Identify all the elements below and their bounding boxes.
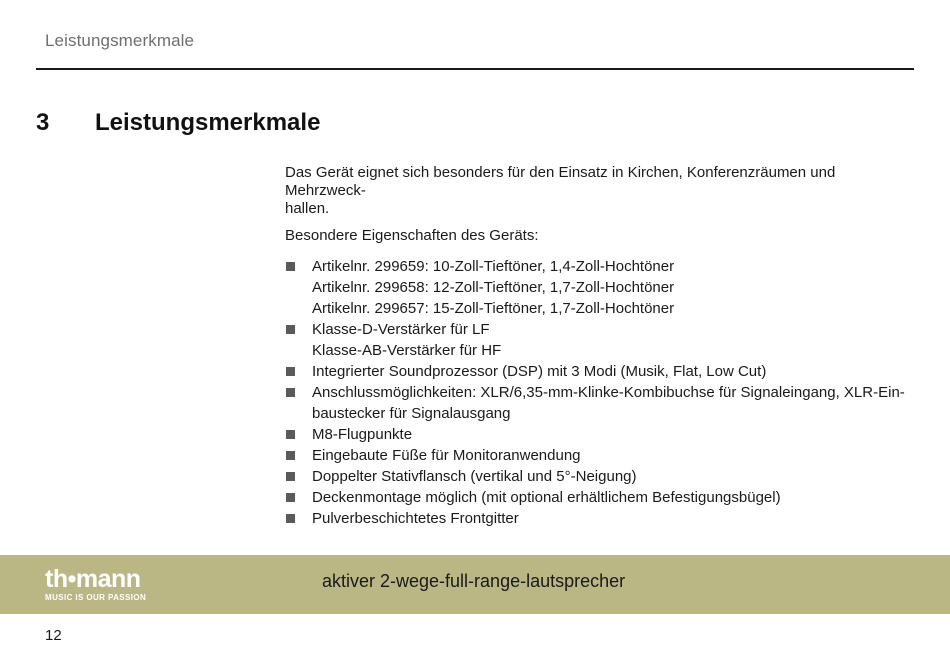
section-number: 3 — [36, 109, 50, 136]
feature-line: Integrierter Soundprozessor (DSP) mit 3 Modi (Musik, Flat, Low Cut) — [312, 363, 767, 380]
header-divider — [36, 68, 914, 70]
square-bullet-icon — [286, 367, 295, 376]
logo-wordmark: th•mann — [45, 565, 141, 593]
page-number: 12 — [45, 627, 62, 644]
feature-list — [285, 258, 915, 528]
feature-line: Deckenmontage möglich (mit optional erhältlichem Befestigungsbügel) — [312, 489, 781, 506]
feature-line: Doppelter Stativflansch (vertikal und 5°-Neigung) — [312, 468, 637, 485]
section-title: Leistungsmerkmale — [95, 109, 321, 136]
feature-line: M8-Flugpunkte — [312, 426, 413, 443]
feature-line: Artikelnr. 299659: 10-Zoll-Tieftöner, 1,4-Zoll-Hochtöner — [312, 258, 675, 275]
feature-item — [285, 489, 915, 507]
feature-line: Pulverbeschichtetes Frontgitter — [312, 510, 519, 527]
intro-line: hallen. — [285, 200, 330, 217]
feature-line: Anschlussmöglichkeiten: XLR/6,35-mm-Klinke-Kombibuchse für Signaleingang, XLR-Ein- — [312, 384, 905, 401]
feature-item — [285, 447, 915, 465]
square-bullet-icon — [286, 514, 295, 523]
feature-item — [285, 363, 915, 381]
feature-line: Eingebaute Füße für Monitoranwendung — [312, 447, 581, 464]
product-name: aktiver 2-wege-full-range-lautsprecher — [322, 571, 626, 591]
square-bullet-icon — [286, 262, 295, 271]
feature-item — [285, 510, 915, 528]
body-content — [285, 164, 915, 531]
feature-line: Klasse-AB-Verstärker für HF — [312, 342, 502, 359]
footer-band — [0, 555, 950, 614]
logo-tagline: MUSIC IS OUR PASSION — [45, 593, 147, 602]
thomann-logo — [45, 566, 146, 602]
square-bullet-icon — [286, 472, 295, 481]
feature-item — [285, 384, 915, 423]
feature-line: Artikelnr. 299658: 12-Zoll-Tieftöner, 1,7-Zoll-Hochtöner — [312, 279, 675, 296]
feature-item — [285, 258, 915, 318]
feature-item — [285, 321, 915, 360]
square-bullet-icon — [286, 388, 295, 397]
features-heading: Besondere Eigenschaften des Geräts: — [285, 227, 539, 244]
feature-item — [285, 426, 915, 444]
intro-line: Das Gerät eignet sich besonders für den Einsatz in Kirchen, Konferenzräumen und Mehrzweck- — [285, 164, 836, 199]
feature-line: baustecker für Signalausgang — [312, 405, 511, 422]
square-bullet-icon — [286, 430, 295, 439]
running-header-title: Leistungsmerkmale — [45, 31, 195, 50]
square-bullet-icon — [286, 451, 295, 460]
feature-line: Klasse-D-Verstärker für LF — [312, 321, 490, 338]
feature-item — [285, 468, 915, 486]
intro-paragraph — [285, 164, 915, 218]
square-bullet-icon — [286, 325, 295, 334]
feature-line: Artikelnr. 299657: 15-Zoll-Tieftöner, 1,7-Zoll-Hochtöner — [312, 300, 675, 317]
square-bullet-icon — [286, 493, 295, 502]
